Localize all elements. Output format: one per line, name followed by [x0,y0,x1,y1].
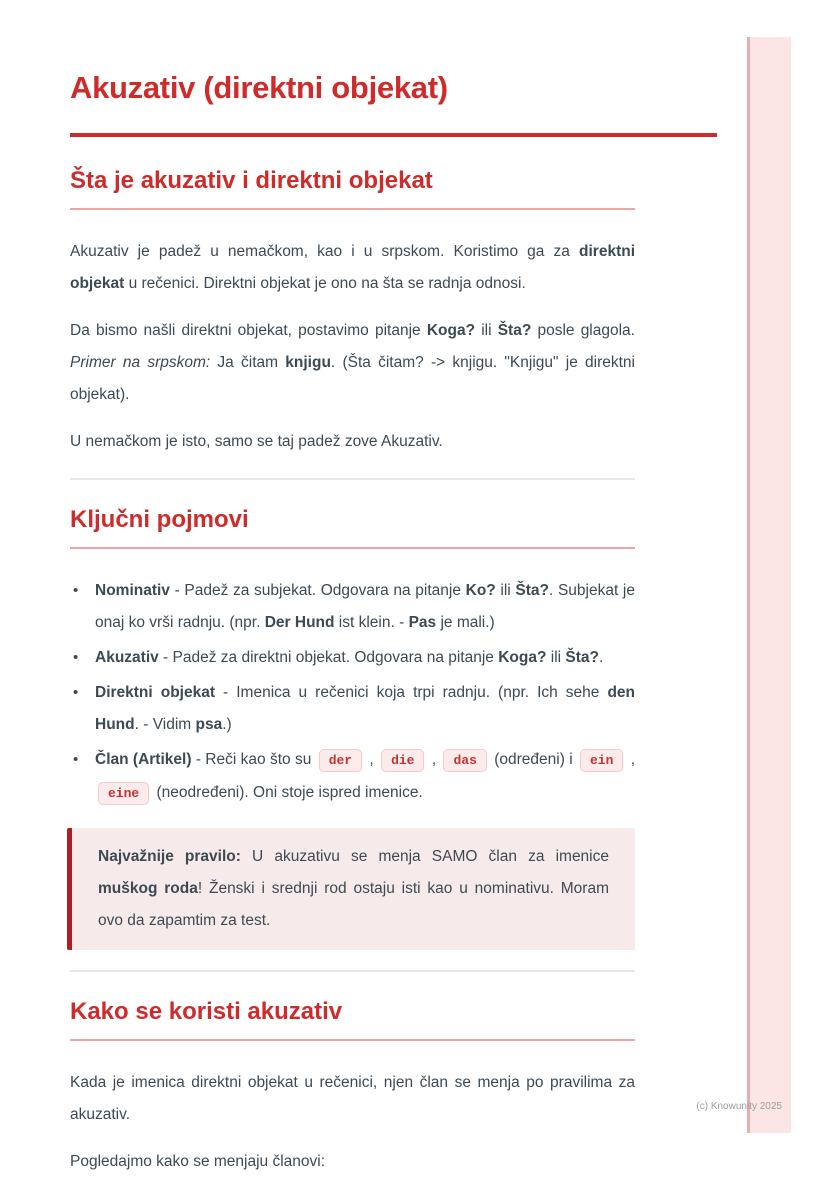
text-segment: Najvažnije pravilo: [98,848,241,865]
list-item-text [95,744,635,810]
text-segment: Akuzativ je padež u nemačkom, kao i u srpskom. Koristimo ga za [70,243,580,260]
paragraph [70,1146,635,1178]
text-segment: Koga? [426,322,476,339]
page-title: Akuzativ (direktni objekat) [70,70,448,105]
text-segment: je mali.) [436,614,495,631]
article-code-badge: das [443,749,486,772]
text-segment: Direktni objekat [95,684,216,701]
text-segment: , [427,751,441,768]
text-segment: , [626,751,636,768]
text-segment: Šta? [565,649,599,666]
list-item [70,575,635,639]
text-segment: posle glagola. [531,322,635,339]
text-segment: ili [495,582,516,599]
list-item-text [95,642,635,674]
callout-box [67,828,635,950]
paragraph [70,1067,635,1131]
text-segment: .) [222,716,232,733]
text-segment: den Hund [95,684,636,733]
list-item [70,677,635,741]
page-edge-decoration [747,37,791,1133]
text-segment: Akuzativ [95,649,159,666]
list-item-text [95,677,635,741]
list-item [70,642,635,674]
document-blocks [70,167,635,1178]
text-segment: Šta? [497,322,532,339]
text-segment: Kada je imenica direktni objekat u rečenici, njen član se menja po pravilima za akuzativ. [70,1074,635,1123]
article-code-badge: ein [580,749,623,772]
text-segment: ! Ženski i srednji rod ostaju isti kao u nominativu. Moram ovo da zapamtim za test. [98,880,609,929]
text-segment: Pogledajmo kako se menjaju članovi: [70,1153,326,1170]
text-segment: - Padež za direktni objekat. Odgovara na pitanje [158,649,499,666]
bullet-icon: • [73,649,79,666]
bullet-icon: • [73,751,79,768]
watermark: (c) Knowunity 2025 [696,1101,782,1112]
title-rule [70,133,717,137]
article-code-badge: die [381,749,424,772]
text-segment: ili [546,649,566,666]
text-segment: . (Šta čitam? -> knjigu. "Knjigu" je direktni objekat). [70,354,635,403]
text-segment: - Padež za subjekat. Odgovara na pitanje [169,582,466,599]
text-segment: ist klein. - [334,614,409,631]
list-item-text [95,575,635,639]
text-segment: Da bismo našli direktni objekat, postavimo pitanje [70,322,427,339]
text-segment: U nemačkom je isto, samo se taj padež zove Akuzativ. [70,433,443,450]
text-segment: U akuzativu se menja SAMO član za imenice [240,848,609,865]
text-segment: Ja čitam [210,354,286,371]
text-segment: direktni objekat [70,243,635,292]
text-segment: Nominativ [95,582,170,599]
section-heading: Kako se koristi akuzativ [70,998,635,1041]
article-code-badge: eine [98,782,149,805]
section-divider [70,970,635,972]
text-segment: , [365,751,379,768]
text-segment: Pas [408,614,437,631]
text-segment: . Subjekat je onaj ko vrši radnju. (npr. [95,582,635,631]
bullet-icon: • [73,684,79,701]
text-segment: (neodređeni). Oni stoje ispred imenice. [152,784,423,801]
text-segment: Član (Artikel) [95,751,192,768]
text-segment: Primer na srpskom: [70,354,211,371]
text-segment: Ko? [465,582,496,599]
text-segment: Koga? [498,649,547,666]
bullet-list [70,575,635,810]
text-segment: (određeni) i [489,751,577,768]
text-segment: - Imenica u rečenici koja trpi radnju. (npr. Ich sehe [215,684,608,701]
text-segment: . - Vidim [134,716,196,733]
text-segment: Šta? [515,582,549,599]
text-segment: . [599,649,604,666]
text-segment: Der Hund [264,614,335,631]
section-heading: Ključni pojmovi [70,506,635,549]
text-segment: - Reči kao što su [191,751,316,768]
document-content [70,0,635,1193]
callout-text [98,841,609,937]
article-code-badge: der [319,749,362,772]
section-divider [70,478,635,480]
text-segment: ili [475,322,498,339]
paragraph [70,426,635,458]
text-segment: u rečenici. Direktni objekat je ono na šta se radnja odnosi. [124,275,526,292]
text-segment: psa [195,716,223,733]
paragraph [70,236,635,300]
paragraph [70,315,635,411]
text-segment: knjigu [285,354,331,371]
section-heading: Šta je akuzativ i direktni objekat [70,167,635,210]
bullet-icon: • [73,582,79,599]
text-segment: muškog roda [98,880,198,897]
list-item [70,744,635,810]
